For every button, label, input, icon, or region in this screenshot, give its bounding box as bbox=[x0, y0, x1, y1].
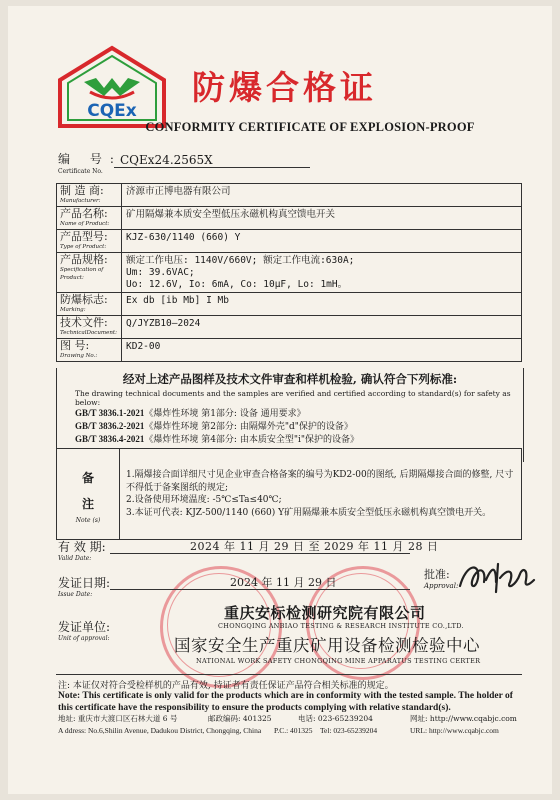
manufacturer-value: 济源市正博电器有限公司 bbox=[126, 186, 231, 197]
standards-heading-en: The drawing technical documents and the samples are verified and certified according to standard(s) for safety as below: bbox=[75, 389, 511, 407]
product-name-value: 矿用隔爆兼本质安全型低压永磁机构真空馈电开关 bbox=[126, 209, 336, 220]
cert-label-en: Certificate No. bbox=[58, 168, 103, 175]
notes-label-en: Note (s) bbox=[75, 516, 101, 524]
standards-heading: 经对上述产品图样及技术文件审查和样机检验, 确认符合下列标准: bbox=[122, 372, 458, 386]
unit-name-1: 重庆安标检测研究院有限公司 bbox=[224, 604, 426, 622]
row-drawing-no: 图 号: Drawing No.: KD2-00 bbox=[57, 339, 522, 362]
approval-label: 批准: Approval: bbox=[424, 568, 459, 590]
row-technical-document: 技术文件: TechnicalDocument: Q/JYZB10—2024 bbox=[57, 316, 522, 339]
issue-date-value: 2024 年 11 月 29 日 bbox=[230, 576, 337, 589]
row-product-type: 产品型号: Type of Product: KJZ-630/1140 (660) Y bbox=[57, 230, 522, 253]
standard-item: GB/T 3836.4-2021《爆炸性环境 第4部分: 由本质安全型"i"保护的设备》 bbox=[75, 434, 359, 445]
note-line-3: 3.本证可代表: KJZ-500/1140 (660) Y矿用隔爆兼本质安全型低压永磁机构真空馈电开关。 bbox=[126, 507, 492, 518]
spec-line-3: Uo: 12.6V, Io: 6mA, Co: 10μF, Lo: 1mH。 bbox=[126, 279, 348, 290]
marking-value: Ex db [ib Mb] I Mb bbox=[126, 295, 229, 306]
title-cn: 防爆合格证 bbox=[192, 68, 377, 107]
issue-date-label: 发证日期: Issue Date: bbox=[58, 576, 111, 598]
drawing-no-value: KD2-00 bbox=[126, 341, 161, 352]
logo-text: CQEx bbox=[87, 101, 137, 121]
certificate-number bbox=[58, 150, 213, 175]
technical-document-value: Q/JYZB10—2024 bbox=[126, 318, 201, 329]
notes-label-a: 备 bbox=[81, 470, 94, 485]
title-en: CONFORMITY CERTIFICATE OF EXPLOSION-PROOF bbox=[145, 120, 475, 134]
unit-name-1-en: CHONGQING ANBIAO TESTING & RESEARCH INSTITUTE CO.,LTD. bbox=[218, 622, 464, 630]
row-manufacturer: 制 造 商: Manufacturer: 济源市正博电器有限公司 bbox=[57, 184, 522, 207]
row-specification: 产品规格: Specification of Product: 额定工作电压: 1140V/660V; 额定工作电流:630A; Um: 39.6VAC; Uo: 12.6V, Io: 6mA, Co: 10μF, Lo: 1mH。 bbox=[57, 253, 522, 293]
cert-label: 编 号: bbox=[58, 152, 122, 166]
row-product-name: 产品名称: Name of Product: 矿用隔爆兼本质安全型低压永磁机构真空馈电开关 bbox=[57, 207, 522, 230]
validity-label: 有 效 期: Valid Date: bbox=[58, 540, 106, 562]
spec-line-1: 额定工作电压: 1140V/660V; 额定工作电流:630A; bbox=[126, 255, 355, 266]
footer-note-cn: 注: 本证仅对符合受检样机的产品有效, 持证者有责任保证产品符合相关标准的规定。 bbox=[58, 681, 394, 691]
row-marking: 防爆标志: Marking: Ex db [ib Mb] I Mb bbox=[57, 293, 522, 316]
note-line-2: 2.设备使用环境温度: -5℃≤Ta≤40℃; bbox=[126, 495, 282, 505]
footer-note-en: Note: This certificate is only valid for the products which are in conformity with the tested sample. The holder of this certificate have the responsibility to ensure the products complying with relative standard(s). bbox=[58, 691, 513, 713]
footer-divider bbox=[56, 674, 522, 675]
standard-item: GB/T 3836.2-2021《爆炸性环境 第2部分: 由隔爆外壳"d"保护的设备》 bbox=[75, 421, 353, 432]
cert-value: CQEx24.2565X bbox=[120, 153, 213, 167]
unit-name-2: 国家安全生产重庆矿用设备检测检验中心 bbox=[174, 636, 480, 655]
unit-name-2-en: NATIONAL WORK SAFETY CHONGQING MINE APPARATUS TESTING CERTER bbox=[196, 657, 481, 665]
product-type-value: KJZ-630/1140 (660) Y bbox=[126, 232, 241, 243]
signature bbox=[456, 556, 536, 600]
notes-label-b: 注 bbox=[81, 496, 94, 511]
unit-label: 发证单位: Unit of approval: bbox=[58, 620, 111, 642]
product-info-table bbox=[56, 183, 522, 362]
standard-item: GB/T 3836.1-2021《爆炸性环境 第1部分: 设备 通用要求》 bbox=[75, 408, 306, 419]
note-line-1: 1.隔爆接合面详细尺寸见企业审查合格备案的编号为KD2-00的图纸, 后期隔爆接合面的修整, 尺寸不得低于备案图纸的规定; bbox=[126, 470, 514, 493]
spec-line-2: Um: 39.6VAC; bbox=[126, 267, 195, 278]
cqex-logo bbox=[56, 44, 168, 130]
notes-table bbox=[56, 448, 522, 540]
underline bbox=[114, 167, 310, 168]
validity-value: 2024 年 11 月 29 日 至 2029 年 11 月 28 日 bbox=[190, 540, 439, 553]
